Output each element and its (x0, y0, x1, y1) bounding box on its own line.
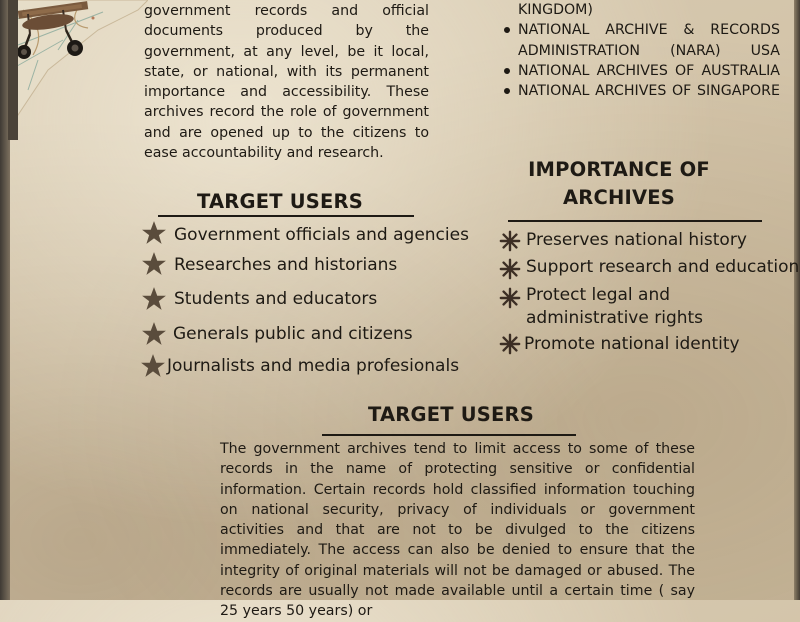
list-item-text: NATIONAL ARCHIVE & RECORDS ADMINISTRATION (NARA) USA (518, 22, 780, 59)
list-item (502, 0, 780, 20)
section-divider (322, 434, 576, 436)
target-user-item: Journalists and media profesionals (167, 356, 460, 376)
list-item (502, 20, 780, 61)
section-divider (508, 220, 762, 222)
target-user-item: Generals public and citizens (173, 324, 413, 344)
importance-heading-line1: IMPORTANCE OF (528, 158, 710, 181)
bullet-icon (504, 68, 510, 74)
access-restrictions-paragraph: The government archives tend to limit access to some of these records in the name of protecting sensitive or confidential information. Certain records hold classified information touching on national security, privacy of individuals or government activities and that are not to be divulged to the citizens immediately. The access can also be denied to ensure that the integrity of original materials will not be damaged or abused. The records are usually not made available until a certain time ( say 25 years 50 years) or (220, 441, 695, 620)
page-right-edge (794, 0, 800, 600)
star-icon (140, 353, 166, 379)
importance-item: Promote national identity (524, 334, 740, 354)
access-section-heading: TARGET USERS (368, 403, 534, 426)
target-user-item: Students and educators (174, 289, 378, 309)
list-item (502, 61, 780, 81)
importance-item: Preserves national history (526, 230, 747, 250)
asterisk-icon (499, 333, 521, 355)
star-icon (141, 251, 167, 277)
vintage-map-airplane-illustration (8, 0, 148, 140)
importance-item: Support research and education (526, 257, 800, 277)
list-item-text: NATIONAL ARCHIVES OF AUSTRALIA (518, 62, 780, 79)
target-users-heading: TARGET USERS (197, 190, 363, 213)
national-archives-list (502, 0, 780, 101)
importance-heading-line2: ARCHIVES (562, 186, 676, 209)
bullet-icon (504, 88, 510, 94)
star-icon (141, 286, 167, 312)
list-item-text: NATIONAL ARCHIVES OF SINGAPORE (518, 83, 780, 100)
star-icon (141, 220, 167, 246)
importance-item: Protect legal and administrative rights (526, 285, 704, 328)
intro-paragraph: government records and official documents produced by the government, at any level, be it local, state, or national, with its permanent importance and accessibility. These archives record the role of government and are opened up to the citizens to ease accountability and research. (144, 3, 429, 162)
section-divider (158, 215, 414, 217)
star-icon (141, 321, 167, 347)
bullet-icon (504, 27, 510, 33)
list-item-text: KINGDOM) (518, 2, 593, 18)
asterisk-icon (499, 230, 521, 252)
list-item (502, 81, 780, 101)
asterisk-icon (499, 287, 521, 309)
target-user-item: Researches and historians (174, 255, 398, 275)
target-user-item: Government officials and agencies (174, 225, 469, 245)
asterisk-icon (499, 258, 521, 280)
